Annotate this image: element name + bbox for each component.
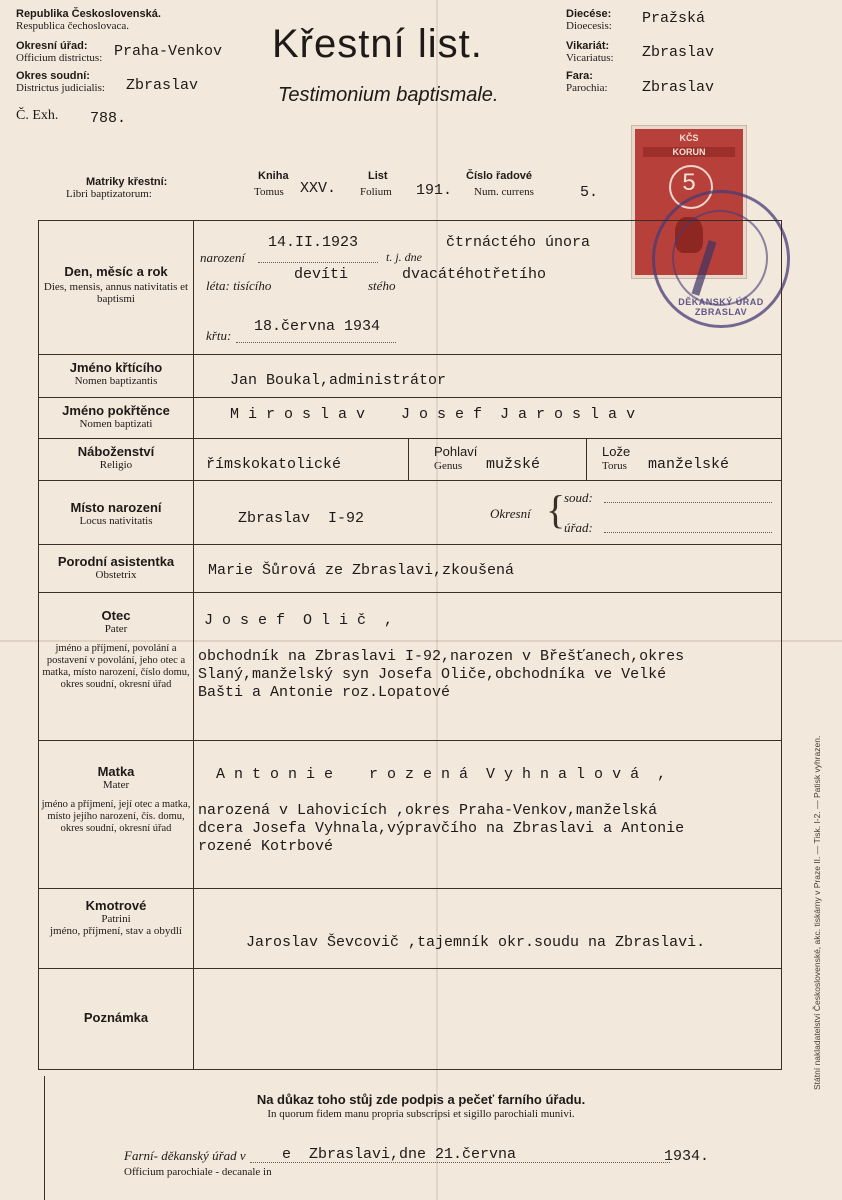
birthplace-label-la: Locus nativitatis (79, 515, 153, 527)
religion-label-la: Religio (99, 459, 133, 471)
exh-value: 788. (90, 110, 127, 127)
birthplace-label-cz: Místo narození (70, 500, 162, 515)
fill-line (250, 1162, 670, 1163)
religion-divider (408, 438, 409, 480)
brace-icon: { (546, 487, 566, 532)
republic-la: Respublica čechoslovaca. (16, 20, 130, 32)
cislo-value: 5. (580, 184, 599, 201)
vicariate-cz: Vikariát: (566, 40, 610, 52)
note-label (40, 1010, 192, 1025)
vicariate-la: Vicariatus: (566, 52, 614, 64)
mother-label-la: Mater (102, 779, 130, 791)
parish-la: Parochia: (566, 82, 608, 94)
baptized-label-la: Nomen baptizati (79, 418, 153, 430)
office-label: Farní- děkanský úřad v (124, 1148, 246, 1163)
tj-value: čtrnáctého února (446, 234, 591, 251)
fold-line-vertical (436, 0, 438, 1200)
sex-value: mužské (486, 456, 541, 473)
baptizer-label (40, 360, 192, 387)
religion-value: římskokatolické (206, 456, 342, 473)
steho-label: stého (368, 278, 396, 293)
mother-line3: rozené Kotrbové (198, 838, 334, 855)
district-office-la: Officium districtus: (16, 52, 103, 64)
baptized-value: M i r o s l a v J o s e f J a r o s l a v (230, 406, 636, 423)
baptizer-value: Jan Boukal,administrátor (230, 372, 447, 389)
cislo-cz: Číslo řadové (466, 170, 533, 182)
birthplace-value: Zbraslav I-92 (238, 510, 365, 527)
matriky-cz: Matriky křestní: (86, 176, 168, 188)
date-label-la: Dies, mensis, annus nativitatis et baptismi (43, 281, 189, 305)
godparents-label (40, 898, 192, 937)
row-divider (38, 592, 782, 593)
date-label (40, 264, 192, 305)
mother-line2: dcera Josefa Vyhnala,výpravčího na Zbraslavi a Antonie (198, 820, 685, 837)
soud-label: soud: (564, 490, 593, 505)
religion-divider (586, 438, 587, 480)
table-column-divider (193, 220, 194, 1070)
district-office-cz: Okresní úřad: (16, 40, 88, 52)
row-divider (38, 438, 782, 439)
father-label (40, 608, 192, 691)
kniha-cz: Kniha (258, 170, 289, 182)
godparents-label-la: Patrini (101, 913, 131, 925)
bed-label-cz: Lože (602, 444, 631, 459)
midwife-label-la: Obstetrix (95, 569, 137, 581)
diocese-cz: Diecése: (566, 8, 612, 20)
seal-text: DĚKANSKÝ ÚŘAD ZBRASLAV (678, 297, 764, 317)
stamp-currency: KORUN (643, 147, 735, 157)
row-divider (38, 888, 782, 889)
list-la: Folium (360, 186, 392, 198)
okresni-label: Okresní (490, 506, 531, 521)
midwife-value: Marie Šůrová ze Zbraslavi,zkoušená (208, 562, 515, 579)
page-title: Křestní list. (272, 22, 483, 66)
list-cz: List (368, 170, 388, 182)
side-print-anchor (812, 735, 822, 1091)
office-la: Officium parochiale - decanale in (124, 1166, 272, 1178)
fill-line (236, 342, 396, 343)
row-divider (38, 480, 782, 481)
baptized-label-cz: Jméno pokřtěnce (62, 403, 170, 418)
court-district-value: Zbraslav (126, 77, 199, 94)
godparents-value: Jaroslav Ševcovič ,tajemník okr.soudu na Zbraslavi. (246, 934, 706, 951)
mother-label-desc: jméno a příjmení, její otec a matka, místo jejího narození, čís. domu, okres soudní, okresní úřad (41, 799, 191, 834)
table-left-border (38, 220, 39, 1070)
proof-cz: Na důkaz toho stůj zde podpis a pečeť farního úřadu. (256, 1092, 586, 1107)
date-label-cz: Den, měsíc a rok (64, 264, 168, 279)
exh-label: Č. Exh. (16, 108, 59, 123)
kniha-value: XXV. (300, 180, 337, 197)
row-divider (38, 968, 782, 969)
narozeni-label: narození (200, 250, 246, 265)
mother-line1: narozená v Lahovicích ,okres Praha-Venkov,manželská (198, 802, 658, 819)
baptized-label (40, 403, 192, 430)
row-divider (38, 397, 782, 398)
stamp-value: 5 (682, 169, 696, 196)
district-office-value: Praha-Venkov (114, 43, 223, 60)
midwife-label-cz: Porodní asistentka (57, 554, 175, 569)
baptizer-label-la: Nomen baptizantis (74, 375, 158, 387)
krtu-label: křtu: (206, 328, 232, 343)
narozeni-value: 14.II.1923 (268, 234, 359, 251)
sex-label-cz: Pohlaví (434, 444, 478, 459)
urad-label: úřad: (564, 520, 593, 535)
tj-label: t. j. dne (386, 250, 422, 264)
mother-name: A n t o n i e r o z e n á V y h n a l o v á , (216, 766, 667, 783)
fill-line (604, 532, 772, 533)
proof-la: In quorum fidem manu propria subscripsi et sigillo parochiali munivi. (267, 1108, 575, 1120)
parish-cz: Fara: (566, 70, 593, 82)
diocese-la: Dioecesis: (566, 20, 612, 32)
year-value: 1934. (664, 1148, 710, 1165)
cislo-la: Num. currens (474, 186, 534, 198)
midwife-label (40, 554, 192, 581)
leta-label: léta: tisícího (206, 278, 272, 293)
godparents-label-cz: Kmotrové (85, 898, 147, 913)
religion-label (40, 444, 192, 471)
table-bottom-border (38, 1069, 782, 1070)
table-top-border (38, 220, 782, 221)
table-right-border (781, 220, 782, 1070)
row-divider (38, 354, 782, 355)
vicariate-value: Zbraslav (642, 44, 715, 61)
godparents-label-desc: jméno, příjmení, stav a obydlí (50, 925, 182, 937)
republic-cz: Republika Československá. (16, 8, 161, 20)
father-line2: Slaný,manželský syn Josefa Oliče,obchodníka ve Velké (198, 666, 667, 683)
parish-seal-inner (672, 210, 768, 306)
row-divider (38, 544, 782, 545)
fill-line (604, 502, 772, 503)
mother-label-cz: Matka (97, 764, 135, 779)
steho-value: dvacátéhotřetího (402, 266, 547, 283)
page-subtitle: Testimonium baptismale. (278, 84, 499, 106)
stamp-top-text: KČS (679, 133, 699, 143)
krtu-value: 18.června 1934 (254, 318, 381, 335)
side-print: Státní nakladatelství Československé, akc. tiskárny v Praze II. — Tisk. I-2. — Patisk vyhrazen. (812, 735, 822, 1090)
office-value: e Zbraslavi,dne 21.června (282, 1146, 517, 1163)
father-label-desc: jméno a příjmení, povolání a postavení v povolání, jeho otec a matka, místo narození, číslo domu, okres soudní, okresní úřad (42, 643, 190, 690)
parish-value: Zbraslav (642, 79, 715, 96)
bed-label-la: Torus (602, 460, 627, 472)
father-line1: obchodník na Zbraslavi I-92,narozen v Břešťanech,okres (198, 648, 685, 665)
row-divider (38, 740, 782, 741)
father-label-cz: Otec (101, 608, 131, 623)
court-district-la: Districtus judicialis: (16, 82, 105, 94)
note-label-cz: Poznámka (83, 1010, 149, 1025)
diocese-value: Pražská (642, 10, 706, 27)
matriky-la: Libri baptizatorum: (66, 188, 152, 200)
fill-line (258, 262, 378, 263)
father-name: J o s e f O l i č , (204, 612, 394, 629)
bed-value: manželské (648, 456, 730, 473)
religion-label-cz: Náboženství (77, 444, 155, 459)
mother-label (40, 764, 192, 835)
court-district-cz: Okres soudní: (16, 70, 90, 82)
list-value: 191. (416, 182, 453, 199)
sex-label-la: Genus (434, 460, 463, 472)
kniha-la: Tomus (254, 186, 284, 198)
father-label-la: Pater (104, 623, 128, 635)
leta-value: devíti (294, 266, 349, 283)
birthplace-label (40, 500, 192, 527)
father-line3: Bašti a Antonie roz.Lopatové (198, 684, 451, 701)
baptizer-label-cz: Jméno křtícího (69, 360, 163, 375)
